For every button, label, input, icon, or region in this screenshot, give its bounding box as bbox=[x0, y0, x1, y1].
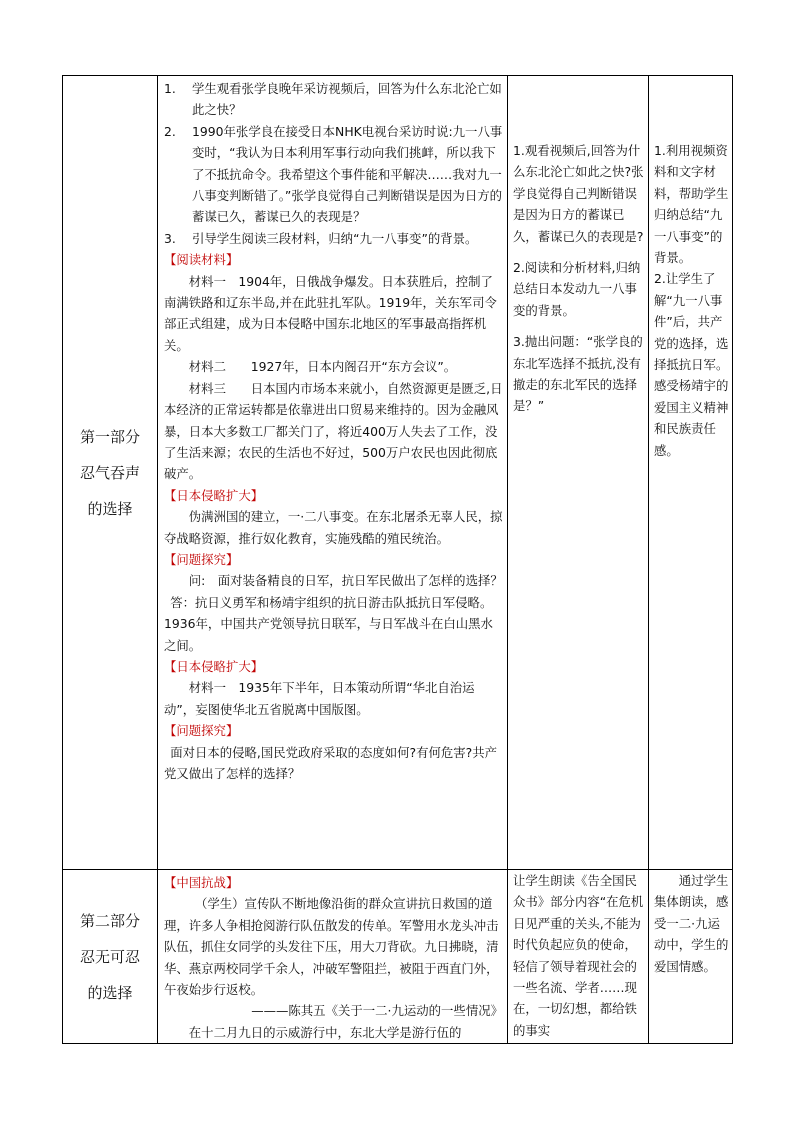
section-heading: 【问题探究】 bbox=[164, 723, 239, 739]
lesson-plan-table bbox=[62, 75, 733, 1044]
question-text: 问: 面对装备精良的日军，抗日军民做出了怎样的选择？ bbox=[188, 573, 503, 589]
section-heading: 【阅读材料】 bbox=[164, 252, 239, 268]
design-purpose bbox=[649, 870, 733, 1044]
material-text: 伪满洲国的建立，一·二八事变。在东北屠杀无辜人民，掠夺战略资源，推行奴化教育，实施残酷的殖民统治。 bbox=[164, 509, 503, 546]
question-text: 面对日本的侵略,国民党政府采取的态度如何?有何危害?共产党又做出了怎样的选择？ bbox=[164, 744, 498, 781]
material-text: 材料三 日本国内市场本来就小，自然资源更是匮乏,日本经济的正常运转都是依靠进出口贸易来维持的。因为金融风暴，日本大多数工厂都关门了，将近400万人失去了工作，没了生活来源；农民的生活也不好过，500万户农民也因此彻底破产。 bbox=[164, 380, 503, 482]
material-text: 在十二月九日的示威游行中，东北大学是游行伍的 bbox=[188, 1024, 462, 1040]
design-purpose bbox=[649, 76, 733, 870]
section-heading: 【日本侵略扩大】 bbox=[164, 658, 264, 674]
answer-text: 答：抗日义勇军和杨靖宇组织的抗日游击队抵抗日军侵略。1936年，中国共产党领导抗日联军，与日军战斗在白山黑水之间。 bbox=[164, 594, 493, 653]
activity-text: 1.观看视频后,回答为什么东北沦亡如此之快?张学良觉得自己判断错误是因为日方的蓄谋已久，蓄谋已久的表现是? bbox=[513, 143, 644, 244]
material-text: 材料一 1935年下半年，日本策动所谓“华北自治运动”，妄图使华北五省脱离中国版图。 bbox=[164, 680, 475, 717]
teaching-content bbox=[158, 76, 508, 870]
student-activity bbox=[508, 76, 649, 870]
teaching-content bbox=[158, 870, 508, 1044]
material-text: （学生）宣传队不断地像沿街的群众宣讲抗日救国的道理，许多人争相抢阅游行队伍散发的传单。军警用水龙头冲击队伍，抓住女同学的头发往下压，用大刀背砍。九日拂晓，清华、燕京两校同学千余人，冲破军警阻拦，被阻于西直门外，午夜始步行返校。 bbox=[164, 896, 499, 998]
activity-text: 2.阅读和分析材料,归纳总结日本发动九一八事变的背景。 bbox=[513, 260, 641, 318]
material-text: 材料一 1904年，日俄战争爆发。日本获胜后，控制了南满铁路和辽东半岛,并在此驻扎军队。1919年，关东军司令部正式组建，成为日本侵略中国东北地区的军事最高指挥机关。 bbox=[164, 273, 497, 353]
activity-text: 3.抛出问题：“张学良的东北军选择不抵抗,没有撤走的东北军民的选择是？” bbox=[513, 334, 643, 414]
part-label: 第一部分 忍气吞声 的选择 bbox=[63, 76, 158, 870]
source-citation: ———陈其五《关于一二·九运动的一些情况》 bbox=[251, 1003, 503, 1019]
purpose-text: 通过学生集体朗读，感受一二·九运动中，学生的爱国情感。 bbox=[654, 873, 729, 974]
list-item: 3. 引导学生阅读三段材料，归纳“九一八事变”的背景。 bbox=[164, 230, 478, 246]
purpose-text: 1.利用视频资料和文字材料，帮助学生归纳总结“九一八事变”的背景。 bbox=[654, 143, 729, 266]
activity-text: 让学生朗读《告全国民众书》部分内容“在危机日见严重的关头,不能为时代负起应负的使命，轻信了领导着现社会的一些名流、学者……现在，一切幻想，都给铁的事实 bbox=[513, 873, 644, 1038]
section-heading: 【问题探究】 bbox=[164, 551, 239, 567]
table-row bbox=[63, 870, 733, 1044]
section-heading: 【日本侵略扩大】 bbox=[164, 487, 264, 503]
table-row bbox=[63, 76, 733, 870]
material-text: 材料二 1927年，日本内阁召开“东方会议”。 bbox=[188, 359, 457, 375]
student-activity bbox=[508, 870, 649, 1044]
list-item: 2. 1990年张学良在接受日本NHK电视台采访时说:九一八事变时，“我认为日本利用军事行动向我们挑衅，所以我下了不抵抗命令。我希望这个事件能和平解决……我对九一八事变判断错了。”张学良觉得自己判断错误是因为日方的蓄谋已久，蓄谋已久的表现是？ bbox=[164, 123, 503, 225]
part-label: 第二部分 忍无可忍 的选择 bbox=[63, 870, 158, 1044]
list-item: 1. 学生观看张学良晚年采访视频后，回答为什么东北沦亡如此之快？ bbox=[164, 81, 502, 118]
section-heading: 【中国抗战】 bbox=[164, 875, 239, 890]
purpose-text: 2.让学生了解“九一八事件”后，共产党的选择，选择抵抗日军。感受杨靖宇的爱国主义精神和民族责任感。 bbox=[654, 271, 729, 458]
